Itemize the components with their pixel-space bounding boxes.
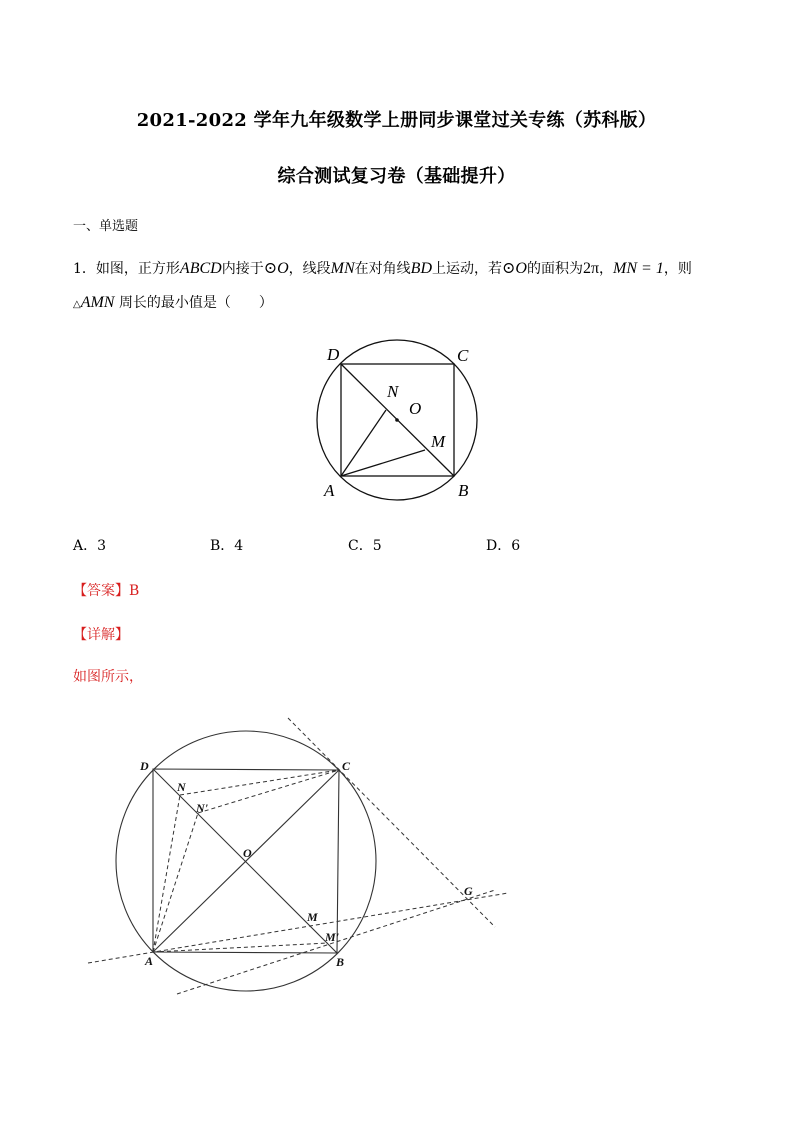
math-mn: MN (330, 260, 355, 277)
question-text: 上运动，若 (432, 261, 502, 277)
triangle-symbol: △ (73, 299, 81, 310)
math-abcd: ABCD (179, 260, 222, 277)
question-text: 内接于 (221, 261, 264, 277)
option-c: C．5 (348, 538, 382, 554)
label-a: A (145, 954, 154, 968)
document-title: 2021-2022 学年九年级数学上册同步课堂过关专练（苏科版） (136, 110, 657, 131)
label-c: C (342, 759, 351, 773)
label-b: B (336, 955, 345, 969)
math-mn-eq: MN = 1 (613, 260, 664, 277)
question-text: ，则 (663, 261, 692, 277)
math-circle-o: ⊙O (263, 260, 289, 277)
label-m: M (307, 910, 318, 924)
center-point (395, 418, 399, 422)
dashed-n-prime-c (198, 770, 339, 813)
math-circle-o: ⊙O (502, 260, 527, 277)
question-text: 的面积为 (526, 261, 583, 277)
label-c: C (457, 346, 469, 365)
question-text: ，线段 (288, 261, 331, 277)
math-bd: BD (410, 260, 432, 277)
dashed-a-n (153, 795, 180, 952)
label-n: N (387, 382, 399, 401)
answer-label: 【答案】B (73, 583, 140, 599)
document-subtitle: 综合测试复习卷（基础提升） (277, 166, 516, 187)
question-1-line-2 (73, 292, 273, 312)
segment-an (341, 410, 386, 476)
dashed-a-n-prime (153, 813, 198, 952)
label-d: D (327, 345, 340, 364)
label-o: O (243, 846, 252, 860)
label-n-prime: N' (196, 801, 208, 815)
label-a: A (324, 481, 335, 500)
option-a: A．3 (73, 538, 107, 554)
question-text: 在对角线 (354, 261, 411, 277)
label-g: G (464, 884, 473, 898)
question-1-line-1 (73, 258, 692, 278)
option-d: D．6 (486, 538, 521, 554)
math-area: 2π (582, 260, 600, 277)
label-d: D (140, 759, 149, 773)
detail-label: 【详解】 (73, 627, 129, 643)
question-text: 周长的最小值是（ ） (118, 295, 273, 311)
math-amn: AMN (80, 294, 115, 311)
label-m-prime: M' (325, 930, 340, 944)
question-text: 如图，正方形 (95, 261, 180, 277)
label-o: O (409, 399, 422, 418)
option-b: B．4 (210, 538, 244, 554)
dashed-n-c (180, 770, 339, 795)
question-text: ， (599, 261, 614, 277)
detail-intro: 如图所示， (73, 669, 143, 685)
solution-figure (0, 700, 793, 1010)
label-b: B (458, 481, 469, 500)
question-figure (300, 330, 500, 510)
question-number: 1． (73, 261, 96, 277)
label-m: M (431, 432, 446, 451)
section-heading: 一、单选题 (73, 219, 139, 234)
label-n: N (177, 780, 186, 794)
segment-am (341, 450, 425, 476)
